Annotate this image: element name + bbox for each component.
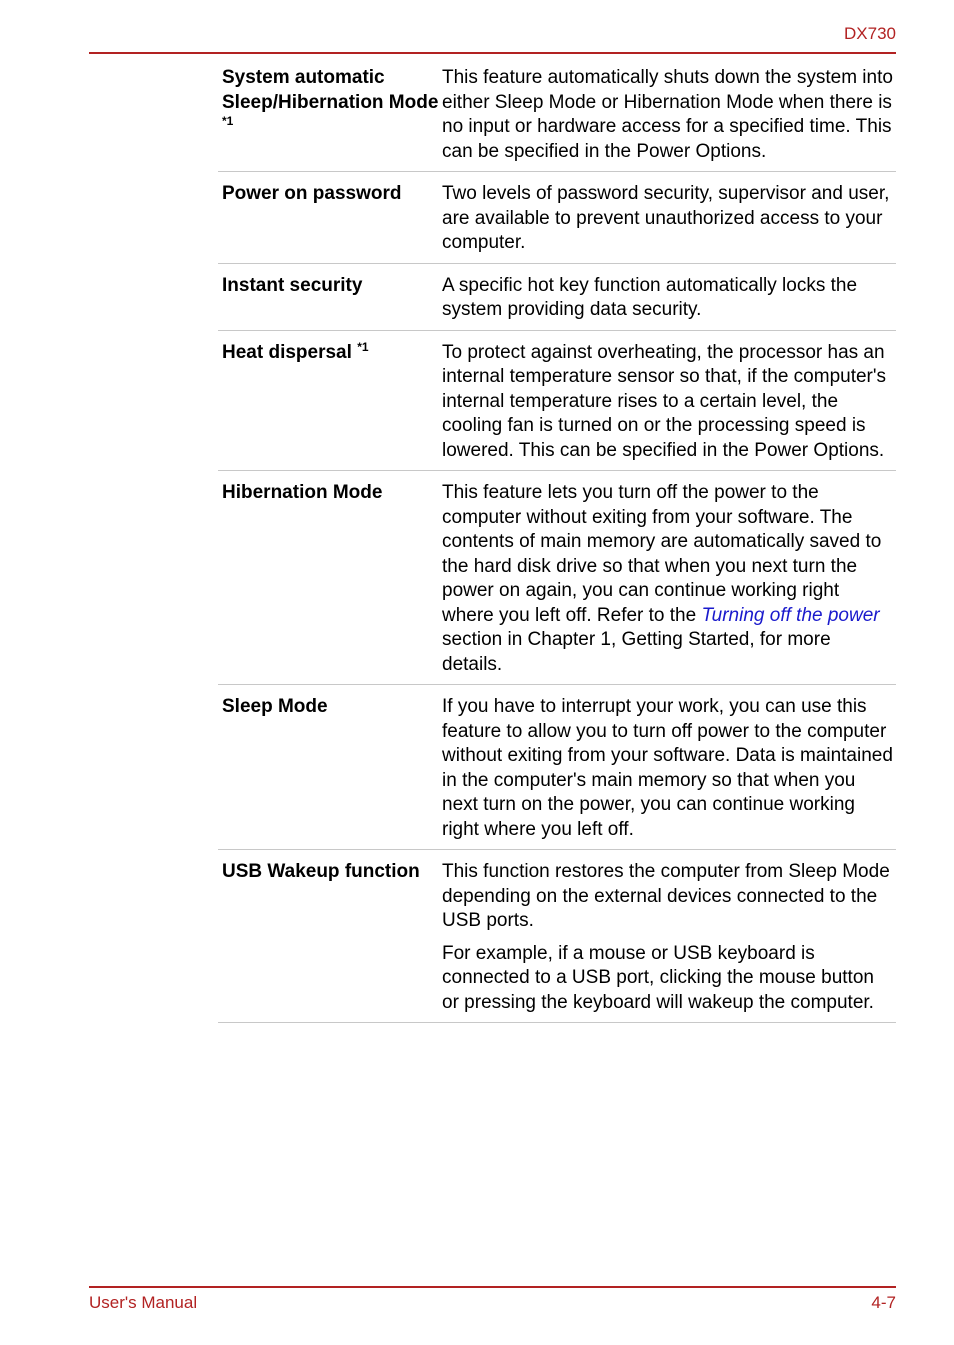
footer-manual-title: User's Manual [89, 1293, 198, 1312]
header-model: DX730 [844, 24, 896, 43]
footer-page-number: 4-7 [871, 1293, 896, 1312]
feature-description [442, 341, 896, 464]
description-text-after-link: section in Chapter 1, Getting Started, for more details. [442, 629, 831, 675]
feature-term [218, 182, 442, 256]
footer-rule [89, 1286, 896, 1288]
table-row [218, 481, 896, 685]
feature-description [442, 481, 896, 677]
description-text: If you have to interrupt your work, you can use this feature to allow you to turn off power to the computer without exiting from your software. Data is maintained in the computer's main memory so that when you next turn on the power, you can continue working right where you left off. [442, 696, 893, 840]
feature-term [218, 274, 442, 323]
feature-description [442, 274, 896, 323]
description-text: This feature automatically shuts down the system into either Sleep Mode or Hibernation Mode when there is no input or hardware access for a specified time. This can be specified in the Power Options. [442, 67, 893, 162]
feature-description [442, 66, 896, 164]
footnote-marker: *1 [357, 339, 369, 354]
feature-term-text: System automatic Sleep/Hibernation Mode [222, 67, 439, 113]
feature-description [442, 182, 896, 256]
footnote-marker: *1 [222, 114, 234, 128]
description-text: Two levels of password security, supervisor and user, are available to prevent unauthorized access to your computer. [442, 183, 890, 253]
feature-term-text: USB Wakeup function [222, 861, 420, 882]
feature-term [218, 860, 442, 1015]
table-row [218, 182, 896, 264]
table-row [218, 860, 896, 1023]
table-row [218, 341, 896, 472]
feature-term [218, 341, 442, 464]
table-row [218, 695, 896, 850]
feature-term [218, 695, 442, 842]
feature-term [218, 481, 442, 677]
description-text [442, 481, 894, 677]
description-text-before-link: This feature lets you turn off the power to the computer without exiting from your software. The contents of main memory are automatically saved to the hard disk drive so that when you next turn the power on again, you can continue working right where you left off. Refer to the [442, 482, 882, 626]
table-row [218, 66, 896, 172]
feature-description [442, 695, 896, 842]
feature-term-text: Heat dispersal [222, 341, 352, 363]
header-rule [89, 52, 896, 54]
turning-off-power-link[interactable]: Turning off the power [701, 604, 880, 626]
description-example-text: For example, if a mouse or USB keyboard is connected to a USB port, clicking the mouse button or pressing the keyboard will wakeup the computer. [442, 942, 874, 1013]
description-text: This function restores the computer from Sleep Mode depending on the external devices connected to the USB ports. [442, 861, 890, 931]
feature-term-text: Hibernation Mode [222, 482, 383, 503]
description-text: A specific hot key function automatically locks the system providing data security. [442, 274, 858, 320]
feature-table [218, 66, 896, 1033]
feature-term-text: Instant security [222, 274, 363, 296]
feature-term-text: Sleep Mode [222, 696, 328, 717]
feature-description [442, 860, 896, 1015]
description-text: To protect against overheating, the processor has an internal temperature sensor so that, if the computer's internal temperature rises to a certain level, the cooling fan is turned on or the processing speed is lowered. This can be specified in the Power Options. [442, 341, 887, 461]
feature-term-text: Power on password [222, 183, 402, 204]
feature-term [218, 66, 442, 164]
table-row [218, 274, 896, 331]
